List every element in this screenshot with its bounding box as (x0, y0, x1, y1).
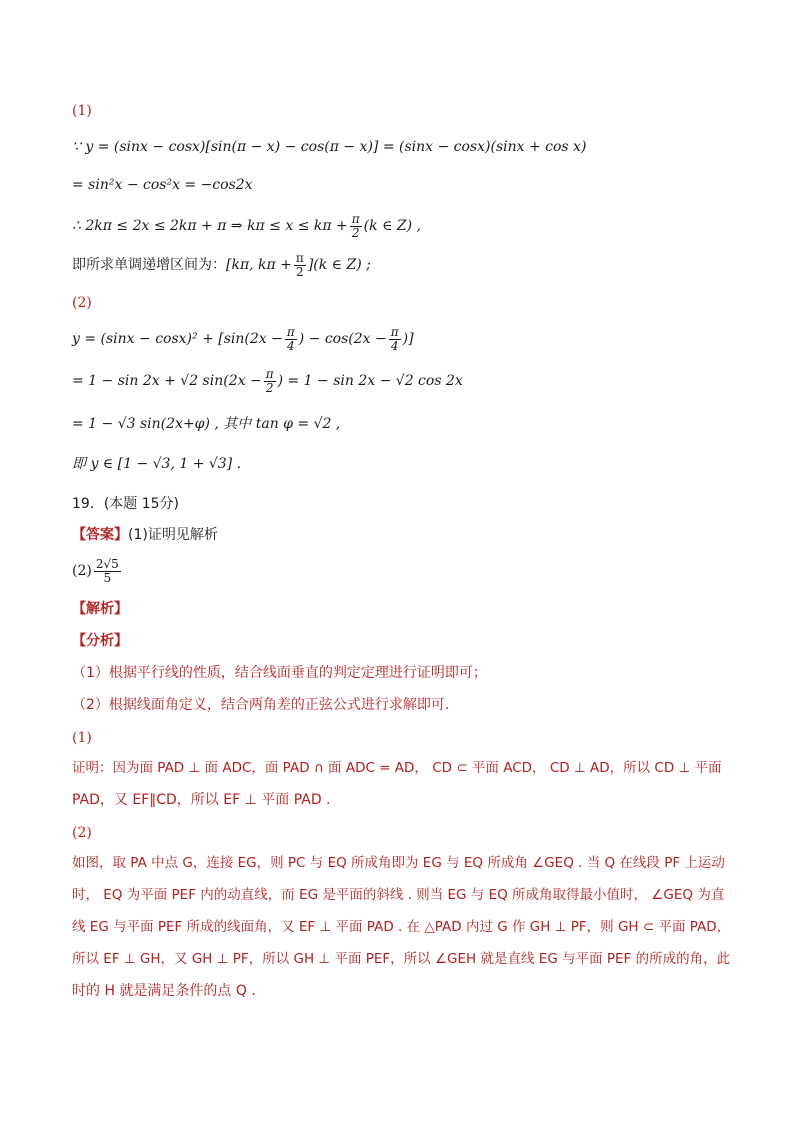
part2-line3: = 1 − √3 sin(2x+φ) , 其中 tan φ = √2 , (72, 416, 341, 432)
part2-line4: 即 y ∈ [1 − √3, 1 + √3] . (72, 456, 242, 472)
fraction-numerator: π (351, 211, 360, 226)
part1-line4 (72, 249, 371, 281)
part1-line4-text: 即所求单调递增区间为： (72, 257, 226, 273)
fraction-numerator: π (390, 324, 399, 339)
pi-over-4-fraction (285, 326, 297, 353)
part1-line2: = sin²x − cos²x = −cos2x (72, 177, 253, 193)
answer2-fraction (94, 558, 121, 585)
fenxi-point-1: （1）根据平行线的性质，结合线面垂直的判定定理进行证明即可； (72, 665, 487, 681)
proof1-line1: 证明：因为面 PAD ⊥ 面 ADC，面 PAD ∩ 面 ADC = AD， CD ⊂ 平面 ACD， CD ⊥ AD，所以 CD ⊥ 平面 (72, 760, 722, 776)
part1-line3-right: (k ∈ Z) , (363, 218, 421, 234)
part2-line1 (72, 322, 414, 356)
q19-answer (72, 525, 218, 545)
part2-line1-right: )] (402, 331, 414, 347)
q19-title: 19．(本题 15分) (72, 496, 180, 512)
fraction-denominator: 4 (286, 338, 295, 353)
part1-line3-left: ∴ 2kπ ≤ 2x ≤ 2kπ + π ⇒ kπ ≤ x ≤ kπ + (72, 218, 348, 234)
proof2-line1: 如图，取 PA 中点 G，连接 EG，则 PC 与 EQ 所成角即为 EG 与 EQ 所成角 ∠GEQ . 当 Q 在线段 PF 上运动 (72, 855, 725, 871)
fraction-numerator: π (265, 366, 274, 381)
fraction-numerator: π (286, 324, 295, 339)
proof2-label: (2) (72, 825, 92, 841)
fraction-denominator: 4 (390, 338, 399, 353)
q19-answer2 (72, 554, 123, 588)
fraction-denominator: 2 (296, 264, 304, 279)
part2-line2-right: ) = 1 − sin 2x − √2 cos 2x (277, 373, 463, 389)
part1-line3 (72, 210, 421, 242)
proof1-line2: PAD，又 EF∥CD，所以 EF ⊥ 平面 PAD . (72, 792, 331, 808)
fenxi-point-2: （2）根据线面角定义，结合两角差的正弦公式进行求解即可. (72, 697, 450, 713)
jiexi-tag: 【解析】 (72, 601, 128, 617)
pi-over-4-fraction (389, 326, 401, 353)
part2-line2 (72, 364, 463, 398)
proof2-line4: 所以 EF ⊥ GH，又 GH ⊥ PF，所以 GH ⊥ 平面 PEF，所以 ∠GEH 就是直线 EG 与平面 PEF 的所成的角，此 (72, 951, 731, 967)
part1-label: (1) (72, 103, 92, 119)
part2-line1-mid: ) − cos(2x − (298, 331, 387, 347)
fraction-denominator: 2 (351, 225, 360, 240)
part1-line1: ∵ y = (sinx − cosx)[sin(π − x) − cos(π − x)] = (sinx − cosx)(sinx + cos x) (72, 139, 587, 155)
part1-line4-interval-left: [kπ, kπ + (226, 257, 292, 273)
fraction-denominator: 2 (265, 380, 274, 395)
part1-line4-interval-right: ](k ∈ Z) ; (307, 257, 371, 273)
fraction-numerator: 2√5 (95, 556, 119, 571)
answer-tag: 【答案】 (72, 527, 128, 543)
proof1-label: (1) (72, 730, 92, 746)
fenxi-tag: 【分析】 (72, 633, 128, 649)
fraction-denominator: 5 (103, 570, 112, 585)
proof2-line2: 时， EQ 为平面 PEF 内的动直线，而 EG 是平面的斜线 . 则当 EG 与 EQ 所成角取得最小值时， ∠GEQ 为直 (72, 887, 725, 903)
answer2-label: (2) (72, 563, 92, 579)
fraction-numerator: π (295, 250, 304, 265)
part2-line2-left: = 1 − sin 2x + √2 sin(2x − (72, 373, 262, 389)
answer-text: (1)证明见解析 (128, 527, 218, 543)
proof2-line3: 线 EG 与平面 PEF 所成的线面角，又 EF ⊥ 平面 PAD . 在 △PAD 内过 G 作 GH ⊥ PF，则 GH ⊂ 平面 PAD， (72, 919, 731, 935)
proof2-line5: 时的 H 就是满足条件的点 Q . (72, 983, 256, 999)
part2-line1-left: y = (sinx − cosx)² + [sin(2x − (72, 331, 283, 347)
part2-label: (2) (72, 295, 92, 311)
pi-over-2-fraction (294, 252, 306, 279)
pi-over-2-fraction (350, 213, 362, 240)
pi-over-2-fraction (264, 368, 276, 395)
